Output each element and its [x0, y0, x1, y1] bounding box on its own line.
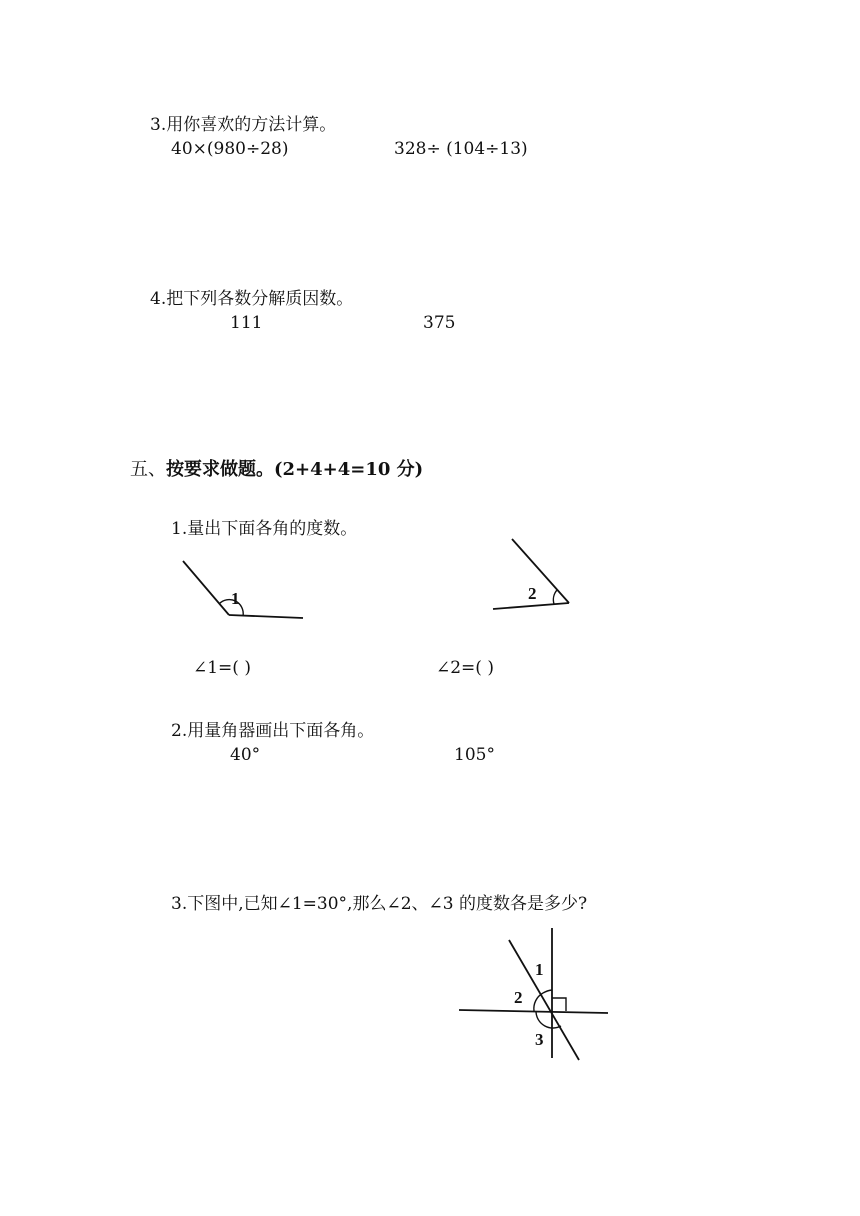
intersecting-lines-figure — [459, 928, 608, 1060]
s5-question-3-title: 3.下图中,已知∠1=30°,那么∠2、∠3 的度数各是多少? — [171, 894, 588, 914]
s5-question-2-title: 2.用量角器画出下面各角。 — [171, 721, 375, 741]
degree-105: 105° — [454, 745, 495, 765]
fig-label-2: 2 — [514, 988, 523, 1007]
angle-1-figure — [183, 561, 303, 618]
number-111: 111 — [230, 313, 263, 333]
expression-2: 328÷ (104÷13) — [394, 139, 528, 159]
number-375: 375 — [423, 313, 456, 333]
question-4-title: 4.把下列各数分解质因数。 — [150, 289, 354, 309]
s5-question-1-title: 1.量出下面各角的度数。 — [171, 519, 358, 539]
fig-label-3: 3 — [535, 1030, 544, 1049]
section-5-prefix: 五、 — [130, 459, 166, 480]
fig-label-1: 1 — [535, 960, 544, 979]
angle-2-label: 2 — [528, 584, 537, 603]
question-3-title: 3.用你喜欢的方法计算。 — [150, 115, 337, 135]
expression-1: 40×(980÷28) — [171, 139, 289, 159]
answer-angle-2: ∠2=( ) — [436, 658, 494, 678]
angle-2-figure — [493, 539, 569, 609]
angle-1-label: 1 — [231, 589, 240, 608]
section-5-title: 按要求做题。(2+4+4=10 分) — [166, 459, 424, 480]
answer-angle-1: ∠1=( ) — [193, 658, 251, 678]
degree-40: 40° — [230, 745, 261, 765]
